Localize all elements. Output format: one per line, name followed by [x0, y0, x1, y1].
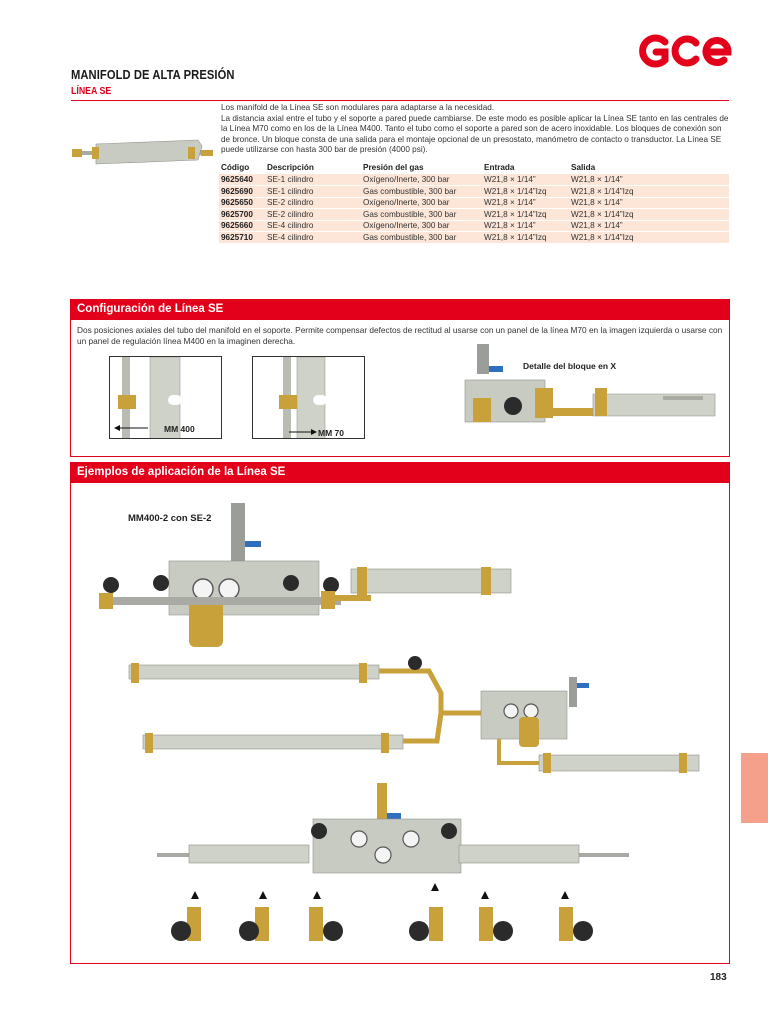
cell-inlet: W21,8 × 1/14”Izq: [482, 209, 569, 221]
config-section: [70, 299, 730, 457]
table-row: [219, 186, 729, 198]
cell-pressure: Gas combustible, 300 bar: [361, 232, 482, 244]
col-header-salida: Salida: [571, 163, 596, 172]
example-photo-se-4-with-valves: [149, 783, 679, 961]
label-mm70: MM 70: [318, 428, 344, 438]
table-row: [219, 174, 729, 186]
cell-description: SE-2 cilindro: [265, 209, 361, 221]
cell-pressure: Oxígeno/Inerte, 300 bar: [361, 197, 482, 209]
cell-inlet: W21,8 × 1/14”Izq: [482, 186, 569, 198]
cell-code: 9625660: [219, 220, 265, 232]
example-photo-mm400-2: [81, 493, 521, 653]
examples-section-heading: Ejemplos de aplicación de la Línea SE: [71, 463, 729, 483]
chapter-side-tab: [741, 753, 768, 823]
label-mm400: MM 400: [164, 424, 195, 434]
cell-outlet: W21,8 × 1/14”Izq: [569, 186, 729, 198]
table-header-row: [219, 161, 729, 174]
intro-paragraph-1: Los manifold de la Línea SE son modulares para adaptarse a la necesidad.: [221, 103, 495, 112]
cell-pressure: Gas combustible, 300 bar: [361, 186, 482, 198]
col-header-codigo: Código: [221, 163, 250, 172]
cell-inlet: W21,8 × 1/14”Izq: [482, 232, 569, 244]
cell-description: SE-2 cilindro: [265, 197, 361, 209]
cell-pressure: Oxígeno/Inerte, 300 bar: [361, 220, 482, 232]
table-row: [219, 232, 729, 244]
table-row: [219, 220, 729, 232]
page-number: 183: [710, 972, 727, 983]
cell-code: 9625700: [219, 209, 265, 221]
cell-outlet: W21,8 × 1/14”: [569, 174, 729, 186]
cell-description: SE-1 cilindro: [265, 186, 361, 198]
cell-outlet: W21,8 × 1/14”Izq: [569, 209, 729, 221]
config-section-heading: Configuración de Línea SE: [71, 300, 729, 320]
example-caption-mm400-2: MM400-2 con SE-2: [128, 513, 212, 524]
cell-outlet: W21,8 × 1/14”: [569, 197, 729, 209]
cell-pressure: Oxígeno/Inerte, 300 bar: [361, 174, 482, 186]
example-photo-two-rails: [119, 653, 709, 793]
config-image-mm70: [252, 356, 365, 439]
intro-paragraph-2: La distancia axial entre el tubo y el soporte a pared puede cambiarse. De este modo es posible aplicar la Línea SE tanto en las centrales de la Línea M70 como en los de la Línea M400. Tanto el tubo como el soporte a pared son de acero inoxidable. Los bloques de conexión son de bronce. Un bloque consta de una salida para el montaje opcional de un presostato, manómetro de contacto o transductor. La Línea SE puede utilizarse con hasta 300 bar de presión (4000 psi).: [221, 113, 729, 155]
cell-code: 9625640: [219, 174, 265, 186]
col-header-descripcion: Descripción: [267, 163, 314, 172]
cell-description: SE-4 cilindro: [265, 232, 361, 244]
table-row: [219, 197, 729, 209]
gce-logo: [638, 32, 732, 70]
cell-code: 9625650: [219, 197, 265, 209]
page-title: MANIFOLD DE ALTA PRESIÓN: [71, 67, 235, 82]
page-subtitle: LÍNEA SE: [71, 86, 112, 97]
title-divider: [71, 100, 729, 101]
detail-block-photo: [463, 344, 723, 444]
col-header-entrada: Entrada: [484, 163, 515, 172]
cell-description: SE-1 cilindro: [265, 174, 361, 186]
intro-text: [221, 103, 729, 156]
cell-code: 9625690: [219, 186, 265, 198]
examples-section: [70, 462, 730, 964]
config-image-mm400: [109, 356, 222, 439]
spec-table: [219, 161, 729, 244]
cell-pressure: Gas combustible, 300 bar: [361, 209, 482, 221]
cell-inlet: W21,8 × 1/14”: [482, 197, 569, 209]
table-row: [219, 209, 729, 221]
cell-description: SE-4 cilindro: [265, 220, 361, 232]
mm70-bracket-drawing: [253, 357, 365, 439]
cell-inlet: W21,8 × 1/14”: [482, 220, 569, 232]
detail-block-label: Detalle del bloque en X: [523, 361, 617, 371]
config-description: Dos posiciones axiales del tubo del manifold en el soporte. Permite compensar defectos de rectitud al usarse con un panel de la línea M70 en la imagen izquierda o usarse con un panel de regulación línea M400 en la imaginen derecha.: [77, 325, 723, 346]
product-photo-se-line: [70, 138, 215, 168]
col-header-presion: Presión del gas: [363, 163, 424, 172]
cell-outlet: W21,8 × 1/14”Izq: [569, 232, 729, 244]
cell-outlet: W21,8 × 1/14”: [569, 220, 729, 232]
cell-inlet: W21,8 × 1/14”: [482, 174, 569, 186]
cell-code: 9625710: [219, 232, 265, 244]
